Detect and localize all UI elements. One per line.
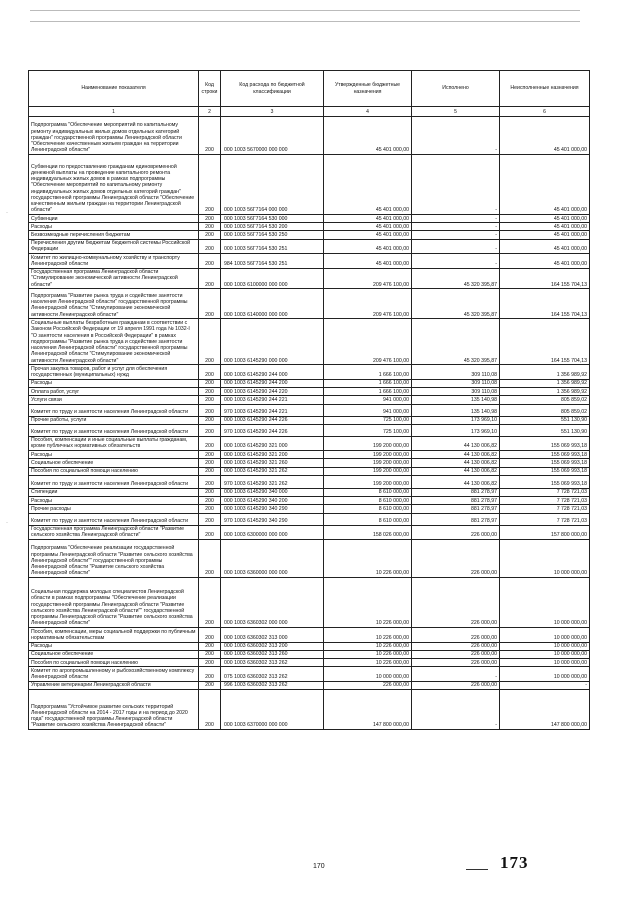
column-index: 2 <box>199 107 221 117</box>
table-row <box>29 416 590 424</box>
row-unexecuted-amount: 155 069 993,18 <box>500 475 590 488</box>
table-row <box>29 117 590 155</box>
margin-dot: · <box>6 520 8 526</box>
row-unexecuted-amount: 45 401 000,00 <box>500 254 590 268</box>
row-code: 200 <box>199 404 221 416</box>
row-name: Услуги связи <box>29 396 199 404</box>
row-approved-amount: 10 226 000,00 <box>324 628 412 642</box>
table-row <box>29 650 590 658</box>
table-row <box>29 659 590 667</box>
row-unexecuted-amount: 7 728 721,03 <box>500 497 590 505</box>
row-kbk-code: 000 1003 6145290 244 000 <box>221 365 324 379</box>
row-unexecuted-amount: 7 728 721,03 <box>500 513 590 525</box>
row-kbk-code: 000 1003 6360302 313 200 <box>221 642 324 650</box>
row-code: 200 <box>199 467 221 475</box>
row-approved-amount: 209 476 100,00 <box>324 319 412 365</box>
row-executed-amount: 226 000,00 <box>412 681 500 689</box>
row-approved-amount: 158 026 000,00 <box>324 525 412 539</box>
row-unexecuted-amount: - <box>500 681 590 689</box>
row-code: 200 <box>199 388 221 396</box>
row-unexecuted-amount: 164 155 704,13 <box>500 289 590 319</box>
row-name: Комитет по труду и занятости населения Ленинградской области <box>29 475 199 488</box>
row-approved-amount: 725 100,00 <box>324 424 412 436</box>
column-index: 6 <box>500 107 590 117</box>
row-code: 200 <box>199 513 221 525</box>
row-kbk-code: 000 1003 6145290 244 226 <box>221 416 324 424</box>
row-executed-amount: 45 320 395,87 <box>412 289 500 319</box>
row-kbk-code: 000 1003 6360302 313 262 <box>221 659 324 667</box>
column-index: 4 <box>324 107 412 117</box>
table-row <box>29 667 590 681</box>
row-code: 200 <box>199 642 221 650</box>
row-approved-amount: 45 401 000,00 <box>324 215 412 223</box>
row-name: Стипендии <box>29 488 199 496</box>
row-unexecuted-amount: 45 401 000,00 <box>500 215 590 223</box>
row-code: 200 <box>199 451 221 459</box>
table-row <box>29 436 590 450</box>
row-unexecuted-amount: 155 069 993,18 <box>500 467 590 475</box>
row-kbk-code: 000 1003 6145290 321 000 <box>221 436 324 450</box>
column-index: 5 <box>412 107 500 117</box>
budget-execution-table <box>28 70 590 730</box>
table-row <box>29 467 590 475</box>
row-approved-amount: 199 200 000,00 <box>324 451 412 459</box>
row-unexecuted-amount: 551 130,90 <box>500 424 590 436</box>
row-name: Подпрограмма "Развитие рынка труда и содействие занятости населения Ленинградской области" государственной программы Ленинградской области "Стимулирование экономической активности Ленинградской области" <box>29 289 199 319</box>
row-code: 200 <box>199 667 221 681</box>
row-approved-amount: 941 000,00 <box>324 404 412 416</box>
row-code: 200 <box>199 239 221 253</box>
row-kbk-code: 000 1003 56Г7164 530 000 <box>221 215 324 223</box>
row-kbk-code: 000 1003 6145290 340 200 <box>221 497 324 505</box>
row-approved-amount: 1 666 100,00 <box>324 365 412 379</box>
row-executed-amount: 45 320 395,87 <box>412 268 500 289</box>
row-executed-amount: 226 000,00 <box>412 642 500 650</box>
signature-stroke <box>466 869 488 870</box>
row-name: Субвенции по предоставлению гражданам единовременной денежной выплаты на проведение капитального ремонта индивидуальных жилых домов в рамках подпрограммы "Обеспечение мероприятий по капитальному ремонту индивидуальных жилых домов отдельных категорий граждан" государственной программы Ленинградской области "Обеспечение качественным жильем граждан на территории Ленинградской области" <box>29 155 199 215</box>
row-kbk-code: 000 1003 6145290 321 200 <box>221 451 324 459</box>
row-approved-amount: 45 401 000,00 <box>324 254 412 268</box>
row-executed-amount: 135 140,98 <box>412 396 500 404</box>
row-code: 200 <box>199 254 221 268</box>
row-kbk-code: 000 1003 6145290 340 000 <box>221 488 324 496</box>
row-approved-amount: 10 000 000,00 <box>324 667 412 681</box>
table-row <box>29 404 590 416</box>
row-executed-amount: - <box>412 155 500 215</box>
table-row <box>29 319 590 365</box>
row-executed-amount: 881 278,97 <box>412 505 500 513</box>
row-kbk-code: 000 1003 5670000 000 000 <box>221 117 324 155</box>
table-row <box>29 215 590 223</box>
row-code: 200 <box>199 117 221 155</box>
row-name: Расходы <box>29 223 199 231</box>
row-name: Социальная поддержка молодых специалистов Ленинградской области в рамках подпрограммы "Обеспечение реализации государственной программы Ленинградской области "Развитие сельского хозяйства Ленинградской области"" государственной программы Ленинградской области "Развитие сельского хозяйства Ленинградской области" <box>29 578 199 628</box>
row-name: Комитет по труду и занятости населения Ленинградской области <box>29 404 199 416</box>
row-code: 200 <box>199 650 221 658</box>
row-kbk-code: 000 1003 6145290 244 221 <box>221 396 324 404</box>
table-row <box>29 379 590 387</box>
table-row <box>29 155 590 215</box>
row-unexecuted-amount: 164 155 704,13 <box>500 319 590 365</box>
row-executed-amount: 44 130 006,82 <box>412 451 500 459</box>
column-index: 1 <box>29 107 199 117</box>
row-unexecuted-amount: 10 000 000,00 <box>500 578 590 628</box>
row-executed-amount: 44 130 006,82 <box>412 475 500 488</box>
row-unexecuted-amount: 10 000 000,00 <box>500 667 590 681</box>
row-approved-amount: 10 226 000,00 <box>324 540 412 578</box>
row-approved-amount: 8 610 000,00 <box>324 497 412 505</box>
table-row <box>29 513 590 525</box>
row-code: 200 <box>199 365 221 379</box>
row-code: 200 <box>199 525 221 539</box>
row-name: Подпрограмма "Обеспечение мероприятий по капитальному ремонту индивидуальных жилых домов отдельных категорий граждан" государственной программы Ленинградской области "Обеспечение качественным жильем граждан на территории Ленинградской области" <box>29 117 199 155</box>
table-row <box>29 388 590 396</box>
row-approved-amount: 8 610 000,00 <box>324 488 412 496</box>
row-code: 200 <box>199 459 221 467</box>
row-code: 200 <box>199 289 221 319</box>
row-name: Комитет по агропромышленному и рыбохозяйственному комплексу Ленинградской области <box>29 667 199 681</box>
row-name: Оплата работ, услуг <box>29 388 199 396</box>
row-approved-amount: 199 200 000,00 <box>324 436 412 450</box>
table-row <box>29 231 590 239</box>
header-code: Код строки <box>199 71 221 107</box>
row-unexecuted-amount: 1 356 989,92 <box>500 388 590 396</box>
row-unexecuted-amount: 164 155 704,13 <box>500 268 590 289</box>
header-unexecuted: Неисполненные назначения <box>500 71 590 107</box>
row-unexecuted-amount: 7 728 721,03 <box>500 488 590 496</box>
row-kbk-code: 000 1003 56Г7164 530 200 <box>221 223 324 231</box>
table-row <box>29 540 590 578</box>
row-unexecuted-amount: 10 000 000,00 <box>500 659 590 667</box>
row-kbk-code: 000 1003 6145290 000 000 <box>221 319 324 365</box>
row-approved-amount: 226 000,00 <box>324 681 412 689</box>
row-executed-amount: 44 130 006,82 <box>412 436 500 450</box>
row-approved-amount: 45 401 000,00 <box>324 223 412 231</box>
row-executed-amount: 226 000,00 <box>412 659 500 667</box>
row-code: 200 <box>199 416 221 424</box>
top-rule <box>30 21 580 22</box>
row-name: Пособия по социальной помощи населению <box>29 467 199 475</box>
row-name: Пособия по социальной помощи населению <box>29 659 199 667</box>
row-kbk-code: 000 1003 6360302 313 260 <box>221 650 324 658</box>
row-approved-amount: 941 000,00 <box>324 396 412 404</box>
row-code: 200 <box>199 475 221 488</box>
row-approved-amount: 199 200 000,00 <box>324 467 412 475</box>
row-approved-amount: 199 200 000,00 <box>324 475 412 488</box>
row-name: Прочая закупка товаров, работ и услуг для обеспечения государственных (муниципальных) нужд <box>29 365 199 379</box>
row-approved-amount: 10 226 000,00 <box>324 659 412 667</box>
row-name: Расходы <box>29 497 199 505</box>
row-unexecuted-amount: 551 130,90 <box>500 416 590 424</box>
row-kbk-code: 075 1003 6360302 313 262 <box>221 667 324 681</box>
row-kbk-code: 970 1003 6145290 244 226 <box>221 424 324 436</box>
row-name: Безвозмездные перечисления бюджетам <box>29 231 199 239</box>
table-row <box>29 254 590 268</box>
row-executed-amount: 309 110,08 <box>412 365 500 379</box>
page-stamp-number: 173 <box>500 853 529 872</box>
row-executed-amount: 226 000,00 <box>412 628 500 642</box>
row-unexecuted-amount: 45 401 000,00 <box>500 239 590 253</box>
row-name: Государственная программа Ленинградской области "Развитие сельского хозяйства Ленинградской области" <box>29 525 199 539</box>
row-code: 200 <box>199 497 221 505</box>
table-row <box>29 223 590 231</box>
table-row <box>29 365 590 379</box>
row-name: Управление ветеринарии Ленинградской области <box>29 681 199 689</box>
row-unexecuted-amount: 10 000 000,00 <box>500 650 590 658</box>
row-unexecuted-amount: 805 859,02 <box>500 396 590 404</box>
row-executed-amount: - <box>412 117 500 155</box>
row-approved-amount: 10 226 000,00 <box>324 578 412 628</box>
table-row <box>29 505 590 513</box>
row-name: Социальные выплаты безработным гражданам в соответствии с Законом Российской Федерации от 19 апреля 1991 года № 1032-I "О занятости населения в Российской Федерации" в рамках подпрограммы "Развитие рынка труда и содействие занятости населения Ленинградской области" государственной программы Ленинградской области "Стимулирование экономической активности Ленинградской области" <box>29 319 199 365</box>
top-rule <box>30 10 580 11</box>
table-row <box>29 239 590 253</box>
row-approved-amount: 1 666 100,00 <box>324 379 412 387</box>
row-executed-amount: 309 110,08 <box>412 379 500 387</box>
row-kbk-code: 000 1003 6370000 000 000 <box>221 689 324 729</box>
table-row <box>29 424 590 436</box>
row-code: 200 <box>199 396 221 404</box>
row-kbk-code: 996 1003 6360302 313 262 <box>221 681 324 689</box>
row-code: 200 <box>199 488 221 496</box>
row-kbk-code: 000 1003 6360302 313 000 <box>221 628 324 642</box>
row-code: 200 <box>199 659 221 667</box>
row-unexecuted-amount: 45 401 000,00 <box>500 117 590 155</box>
row-name: Комитет по труду и занятости населения Ленинградской области <box>29 424 199 436</box>
row-approved-amount: 147 800 000,00 <box>324 689 412 729</box>
row-executed-amount: 881 278,97 <box>412 497 500 505</box>
table-row <box>29 525 590 539</box>
row-executed-amount: - <box>412 223 500 231</box>
row-executed-amount: - <box>412 254 500 268</box>
row-kbk-code: 970 1003 6145290 321 262 <box>221 475 324 488</box>
row-unexecuted-amount: 1 356 989,92 <box>500 379 590 387</box>
row-approved-amount: 209 476 100,00 <box>324 289 412 319</box>
row-name: Пособия, компенсации и иные социальные выплаты гражданам, кроме публичных нормативных обязательств <box>29 436 199 450</box>
row-name: Комитет по труду и занятости населения Ленинградской области <box>29 513 199 525</box>
row-unexecuted-amount: 10 000 000,00 <box>500 642 590 650</box>
row-executed-amount: 44 130 006,82 <box>412 459 500 467</box>
table-row <box>29 681 590 689</box>
row-name: Подпрограмма "Устойчивое развитие сельских территорий Ленинградской области на 2014 - 2017 годы и на период до 2020 года" государственной программы Ленинградской области "Развитие сельского хозяйства Ленинградской области" <box>29 689 199 729</box>
row-kbk-code: 000 1003 6145290 321 262 <box>221 467 324 475</box>
row-executed-amount: 226 000,00 <box>412 540 500 578</box>
row-code: 200 <box>199 540 221 578</box>
row-kbk-code: 000 1003 56Г7164 530 251 <box>221 239 324 253</box>
row-unexecuted-amount: 147 800 000,00 <box>500 689 590 729</box>
row-approved-amount: 725 100,00 <box>324 416 412 424</box>
row-code: 200 <box>199 155 221 215</box>
row-executed-amount: - <box>412 239 500 253</box>
row-approved-amount: 10 226 000,00 <box>324 642 412 650</box>
row-approved-amount: 1 666 100,00 <box>324 388 412 396</box>
row-executed-amount: 45 320 395,87 <box>412 319 500 365</box>
row-name: Расходы <box>29 379 199 387</box>
row-unexecuted-amount: 45 401 000,00 <box>500 155 590 215</box>
table-row <box>29 689 590 729</box>
row-code: 200 <box>199 505 221 513</box>
row-executed-amount: 173 969,10 <box>412 424 500 436</box>
row-name: Подпрограмма "Обеспечение реализации государственной программы Ленинградской области "Развитие сельского хозяйства Ленинградской области"" государственной программы Ленинградской области "Развитие сельского хозяйства Ленинградской области" <box>29 540 199 578</box>
column-index-row <box>29 107 590 117</box>
row-unexecuted-amount: 45 401 000,00 <box>500 231 590 239</box>
row-unexecuted-amount: 157 800 000,00 <box>500 525 590 539</box>
row-approved-amount: 10 226 000,00 <box>324 650 412 658</box>
table-row <box>29 642 590 650</box>
row-code: 200 <box>199 436 221 450</box>
table-row <box>29 451 590 459</box>
column-index: 3 <box>221 107 324 117</box>
row-unexecuted-amount: 155 069 993,18 <box>500 451 590 459</box>
row-kbk-code: 000 1003 6145290 340 290 <box>221 505 324 513</box>
row-approved-amount: 209 476 100,00 <box>324 268 412 289</box>
row-executed-amount: 881 278,97 <box>412 488 500 496</box>
row-unexecuted-amount: 7 728 721,03 <box>500 505 590 513</box>
row-kbk-code: 000 1003 6300000 000 000 <box>221 525 324 539</box>
row-kbk-code: 000 1003 6145290 321 260 <box>221 459 324 467</box>
row-kbk-code: 000 1003 6145290 244 220 <box>221 388 324 396</box>
row-executed-amount: - <box>412 215 500 223</box>
margin-dot: · <box>6 210 8 216</box>
row-unexecuted-amount: 10 000 000,00 <box>500 628 590 642</box>
row-name: Прочие работы, услуги <box>29 416 199 424</box>
row-unexecuted-amount: 10 000 000,00 <box>500 540 590 578</box>
table-row <box>29 578 590 628</box>
row-name: Социальное обеспечение <box>29 459 199 467</box>
row-code: 200 <box>199 689 221 729</box>
row-unexecuted-amount: 1 356 989,92 <box>500 365 590 379</box>
row-kbk-code: 000 1003 6100000 000 000 <box>221 268 324 289</box>
row-name: Пособия, компенсации, меры социальной поддержки по публичным нормативным обязательствам <box>29 628 199 642</box>
row-unexecuted-amount: 155 069 993,18 <box>500 436 590 450</box>
page-number: 170 <box>313 863 325 870</box>
table-header-row <box>29 71 590 107</box>
row-code: 200 <box>199 681 221 689</box>
header-kbk: Код расхода по бюджетной классификации <box>221 71 324 107</box>
table-row <box>29 497 590 505</box>
table-row <box>29 289 590 319</box>
row-unexecuted-amount: 45 401 000,00 <box>500 223 590 231</box>
row-code: 200 <box>199 231 221 239</box>
table-row <box>29 268 590 289</box>
row-unexecuted-amount: 805 859,02 <box>500 404 590 416</box>
row-approved-amount: 45 401 000,00 <box>324 231 412 239</box>
row-kbk-code: 000 1003 6140000 000 000 <box>221 289 324 319</box>
table-row <box>29 628 590 642</box>
row-name: Перечисления другим бюджетам бюджетной системы Российской Федерации <box>29 239 199 253</box>
row-kbk-code: 000 1003 6145290 244 200 <box>221 379 324 387</box>
row-kbk-code: 970 1003 6145290 244 221 <box>221 404 324 416</box>
row-code: 200 <box>199 223 221 231</box>
row-name: Социальное обеспечение <box>29 650 199 658</box>
row-executed-amount: 226 000,00 <box>412 578 500 628</box>
header-name: Наименование показателя <box>29 71 199 107</box>
row-name: Расходы <box>29 451 199 459</box>
row-executed-amount: 226 000,00 <box>412 650 500 658</box>
row-code: 200 <box>199 578 221 628</box>
row-kbk-code: 000 1003 56Г7164 530 250 <box>221 231 324 239</box>
row-code: 200 <box>199 424 221 436</box>
row-name: Расходы <box>29 642 199 650</box>
row-executed-amount: - <box>412 667 500 681</box>
header-executed: Исполнено <box>412 71 500 107</box>
row-executed-amount: 135 140,98 <box>412 404 500 416</box>
row-executed-amount: 226 000,00 <box>412 525 500 539</box>
table-row <box>29 488 590 496</box>
row-approved-amount: 45 401 000,00 <box>324 239 412 253</box>
row-name: Государственная программа Ленинградской области "Стимулирование экономической активности Ленинградской области" <box>29 268 199 289</box>
row-approved-amount: 199 200 000,00 <box>324 459 412 467</box>
row-unexecuted-amount: 155 069 993,18 <box>500 459 590 467</box>
table-row <box>29 459 590 467</box>
row-approved-amount: 45 401 000,00 <box>324 155 412 215</box>
row-executed-amount: 44 130 006,82 <box>412 467 500 475</box>
row-kbk-code: 984 1003 56Г7164 530 251 <box>221 254 324 268</box>
row-name: Субвенции <box>29 215 199 223</box>
row-executed-amount: - <box>412 231 500 239</box>
row-executed-amount: 881 278,97 <box>412 513 500 525</box>
row-name: Комитет по жилищно-коммунальному хозяйству и транспорту Ленинградской области <box>29 254 199 268</box>
row-kbk-code: 970 1003 6145290 340 290 <box>221 513 324 525</box>
row-name: Прочие расходы <box>29 505 199 513</box>
row-code: 200 <box>199 215 221 223</box>
row-kbk-code: 000 1003 6360302 000 000 <box>221 578 324 628</box>
row-code: 200 <box>199 379 221 387</box>
row-code: 200 <box>199 319 221 365</box>
table-row <box>29 396 590 404</box>
row-approved-amount: 8 610 000,00 <box>324 513 412 525</box>
row-code: 200 <box>199 268 221 289</box>
table-row <box>29 475 590 488</box>
row-executed-amount: - <box>412 689 500 729</box>
row-executed-amount: 309 110,08 <box>412 388 500 396</box>
row-approved-amount: 8 610 000,00 <box>324 505 412 513</box>
row-code: 200 <box>199 628 221 642</box>
row-kbk-code: 000 1003 56Г7164 000 000 <box>221 155 324 215</box>
row-approved-amount: 45 401 000,00 <box>324 117 412 155</box>
header-approved: Утвержденные бюджетные назначения <box>324 71 412 107</box>
table-body <box>29 117 590 730</box>
row-executed-amount: 173 969,10 <box>412 416 500 424</box>
row-kbk-code: 000 1003 6360000 000 000 <box>221 540 324 578</box>
